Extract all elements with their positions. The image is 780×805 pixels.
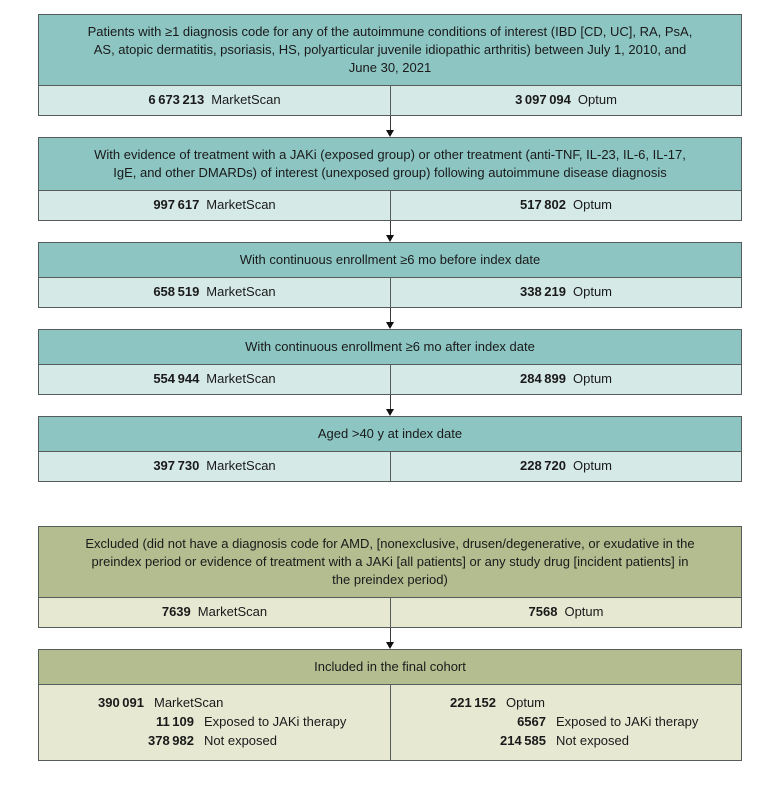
flow-box-enrollment-before bbox=[38, 242, 742, 308]
count-label: Optum bbox=[572, 371, 612, 386]
down-arrow bbox=[38, 628, 742, 649]
box-header bbox=[39, 330, 741, 365]
count-value: 221 152 bbox=[450, 695, 496, 710]
box-count-row bbox=[39, 365, 741, 394]
optum-count-cell bbox=[390, 598, 741, 627]
count-value: 397 730 bbox=[153, 458, 200, 473]
box-header-text: Included in the final cohort bbox=[314, 659, 466, 674]
box-header bbox=[39, 243, 741, 278]
count-label: MarketScan bbox=[197, 604, 268, 619]
arrow-head-icon bbox=[386, 130, 394, 137]
count-label: MarketScan bbox=[206, 284, 276, 299]
box-count-row bbox=[39, 598, 741, 627]
box-header-text: Aged >40 y at index date bbox=[317, 426, 463, 441]
count-label: MarketScan bbox=[206, 197, 276, 212]
marketscan-count-cell bbox=[39, 598, 390, 627]
count-value: 228 720 bbox=[520, 458, 566, 473]
count-label: MarketScan bbox=[211, 92, 281, 107]
box-header bbox=[39, 15, 741, 86]
count-value: 3 097 094 bbox=[515, 92, 571, 107]
arrow-line bbox=[390, 116, 391, 131]
box-count-row bbox=[39, 452, 741, 481]
box-count-row bbox=[39, 685, 741, 760]
final-line bbox=[391, 712, 735, 731]
marketscan-count-cell bbox=[39, 86, 390, 115]
count-value: 554 944 bbox=[153, 371, 200, 386]
marketscan-count-cell bbox=[39, 452, 390, 481]
count-value: 997 617 bbox=[153, 197, 200, 212]
count-label: Not exposed bbox=[556, 733, 629, 748]
optum-count-cell bbox=[390, 365, 741, 394]
down-arrow bbox=[38, 308, 742, 329]
box-header bbox=[39, 527, 741, 598]
arrow-line bbox=[390, 628, 391, 643]
final-line bbox=[39, 712, 384, 731]
arrow-line bbox=[390, 221, 391, 236]
flow-box-treatment bbox=[38, 137, 742, 221]
box-header-text: With continuous enrollment ≥6 mo before index date bbox=[239, 252, 541, 267]
final-line bbox=[39, 693, 384, 712]
count-label: MarketScan bbox=[206, 371, 276, 386]
count-value: 6 673 213 bbox=[148, 92, 205, 107]
marketscan-count-cell bbox=[39, 278, 390, 307]
optum-count-cell bbox=[390, 452, 741, 481]
box-count-row bbox=[39, 278, 741, 307]
down-arrow bbox=[38, 116, 742, 137]
count-value: 6567 bbox=[517, 714, 546, 729]
optum-count-cell bbox=[390, 278, 741, 307]
box-count-row bbox=[39, 86, 741, 115]
optum-final-cell bbox=[390, 685, 741, 760]
arrow-line bbox=[390, 308, 391, 323]
box-header-text: With continuous enrollment ≥6 mo after index date bbox=[245, 339, 535, 354]
count-value: 390 091 bbox=[98, 695, 144, 710]
arrow-head-icon bbox=[386, 322, 394, 329]
count-label: MarketScan bbox=[206, 458, 276, 473]
count-value: 284 899 bbox=[520, 371, 566, 386]
count-label: Optum bbox=[572, 458, 612, 473]
marketscan-count-cell bbox=[39, 365, 390, 394]
flow-box-final-cohort bbox=[38, 649, 742, 761]
down-arrow bbox=[38, 221, 742, 242]
count-label: Exposed to JAKi therapy bbox=[556, 714, 699, 729]
marketscan-final-cell bbox=[39, 685, 390, 760]
optum-count-cell bbox=[390, 86, 741, 115]
arrow-line bbox=[390, 395, 391, 410]
count-value: 7568 bbox=[528, 604, 558, 619]
count-value: 517 802 bbox=[520, 197, 566, 212]
count-label: Optum bbox=[572, 284, 612, 299]
final-line bbox=[39, 731, 384, 750]
count-label: Exposed to JAKi therapy bbox=[204, 714, 347, 729]
count-value: 658 519 bbox=[153, 284, 200, 299]
count-label: Not exposed bbox=[204, 733, 277, 748]
down-arrow bbox=[38, 395, 742, 416]
arrow-head-icon bbox=[386, 642, 394, 649]
count-label: Optum bbox=[506, 695, 546, 710]
flow-box-excluded bbox=[38, 526, 742, 628]
count-value: 338 219 bbox=[520, 284, 566, 299]
count-value: 7639 bbox=[161, 604, 191, 619]
box-header bbox=[39, 417, 741, 452]
count-label: MarketScan bbox=[154, 695, 224, 710]
count-label: Optum bbox=[572, 197, 612, 212]
marketscan-count-cell bbox=[39, 191, 390, 220]
box-header-text: Patients with ≥1 diagnosis code for any of the autoimmune conditions of interest (IBD [CD, UC], RA, PsA, AS, atopic dermatitis, psoriasis, HS, polyarticular juvenile idiopathic arthritis) between July 1, 2010, and June 30, 2021 bbox=[87, 24, 693, 75]
arrow-head-icon bbox=[386, 235, 394, 242]
box-header bbox=[39, 650, 741, 685]
final-line bbox=[391, 693, 735, 712]
flow-box-enrollment-after bbox=[38, 329, 742, 395]
box-header bbox=[39, 138, 741, 191]
count-label: Optum bbox=[577, 92, 617, 107]
count-value: 11 109 bbox=[155, 714, 194, 729]
count-value: 214 585 bbox=[500, 733, 546, 748]
count-label: Optum bbox=[564, 604, 604, 619]
flow-box-diagnosis bbox=[38, 14, 742, 116]
optum-count-cell bbox=[390, 191, 741, 220]
box-header-text: Excluded (did not have a diagnosis code for AMD, [nonexclusive, drusen/degenerative, or exudative in the preindex period or evidence of treatment with a JAKi [all patients] or any study drug [incident patients] in the preindex period) bbox=[85, 536, 695, 587]
count-value: 378 982 bbox=[148, 733, 194, 748]
section-gap bbox=[38, 482, 742, 526]
box-count-row bbox=[39, 191, 741, 220]
flow-box-age bbox=[38, 416, 742, 482]
final-line bbox=[391, 731, 735, 750]
cohort-flow-diagram bbox=[38, 14, 742, 761]
arrow-head-icon bbox=[386, 409, 394, 416]
box-header-text: With evidence of treatment with a JAKi (exposed group) or other treatment (anti-TNF, IL-23, IL-6, IL-17, IgE, and other DMARDs) of interest (unexposed group) following autoimmune disease diagnosis bbox=[94, 147, 686, 180]
